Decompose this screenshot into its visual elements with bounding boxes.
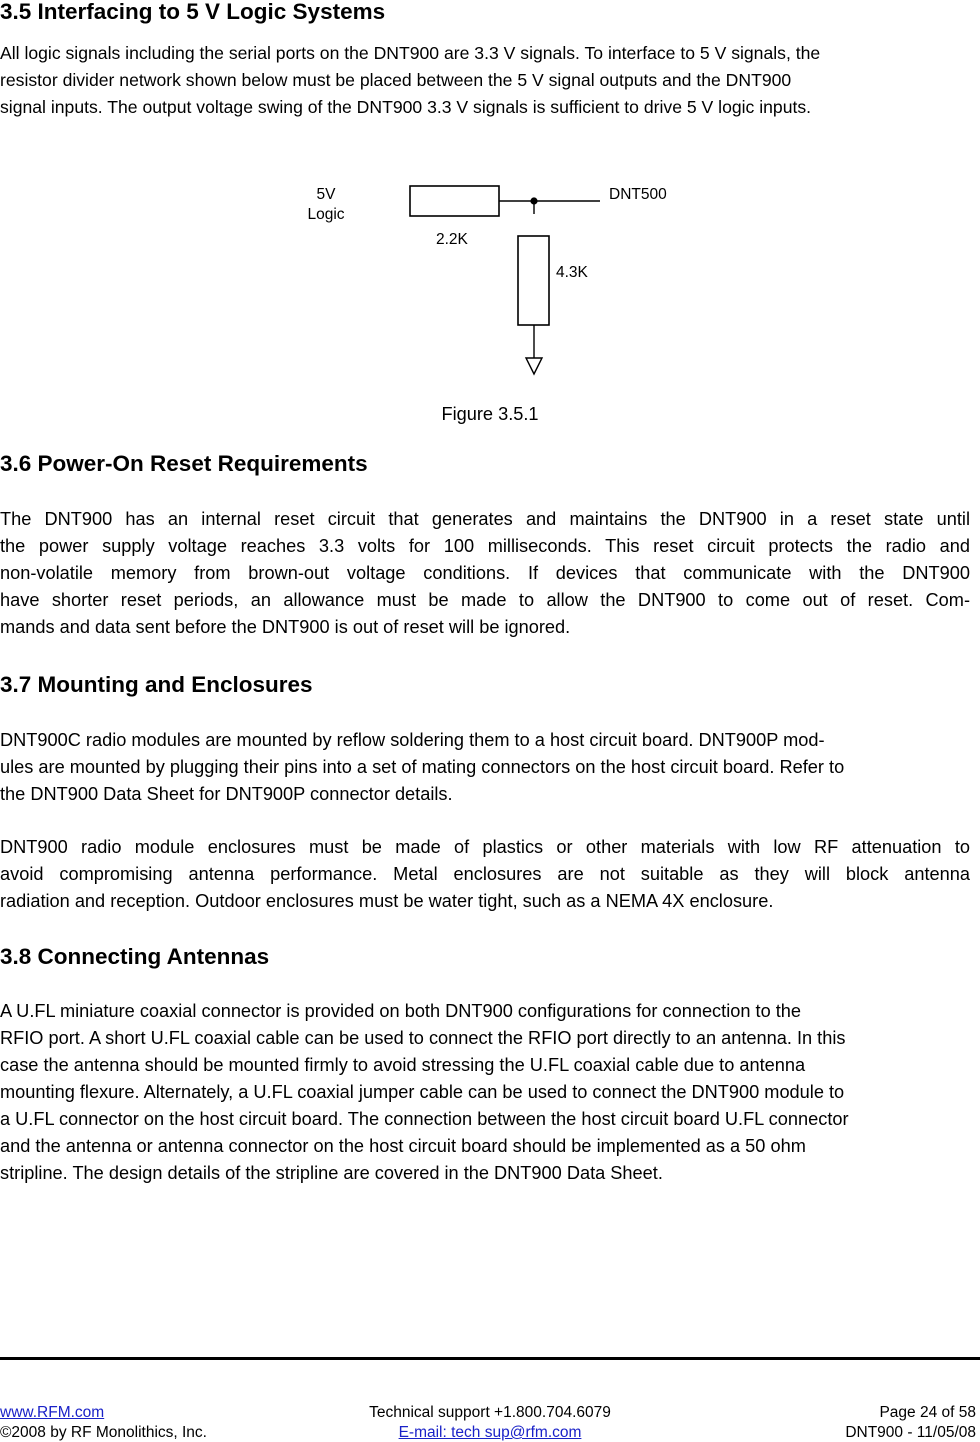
label-logic: Logic [307, 206, 345, 223]
label-r2: 4.3K [556, 264, 588, 281]
text-line: the DNT900 Data Sheet for DNT900P connector details. [0, 784, 453, 804]
footer-doc-id: DNT900 - 11/05/08 [845, 1424, 976, 1441]
website-link[interactable]: www.RFM.com [0, 1404, 105, 1421]
footer-support: Technical support +1.800.704.6079 [369, 1404, 611, 1421]
text-line: mands and data sent before the DNT900 is out of reset will be ignored. [0, 617, 571, 637]
text-line: avoid compromising antenna performance. Metal enclosures are not suitable as they will block antenna [0, 864, 970, 884]
email-link[interactable]: E-mail: tech sup@rfm.com [398, 1424, 582, 1441]
text-line: resistor divider network shown below must be placed between the 5 V signal outputs and the DNT900 [0, 70, 792, 90]
label-dnt: DNT500 [609, 186, 667, 203]
text-line: non-volatile memory from brown-out voltage conditions. If devices that communicate with the DNT900 [0, 563, 970, 583]
label-5v: 5V [316, 186, 336, 203]
paragraph-3-7-a [0, 727, 970, 808]
resistor-2-2k [410, 186, 499, 216]
text-line: have shorter reset periods, an allowance must be made to allow the DNT900 to come out of reset. Com- [0, 590, 970, 610]
footer-divider [0, 1357, 980, 1360]
text-line: RFIO port. A short U.FL coaxial cable can be used to connect the RFIO port directly to an antenna. In this [0, 1028, 846, 1048]
label-r1: 2.2K [436, 231, 468, 248]
text-line: case the antenna should be mounted firmly to avoid stressing the U.FL coaxial cable due to antenna [0, 1055, 806, 1075]
footer-copyright: ©2008 by RF Monolithics, Inc. [0, 1424, 207, 1441]
figure-caption: Figure 3.5.1 [441, 404, 539, 424]
paragraph-3-7-b [0, 834, 970, 915]
text-line: radiation and reception. Outdoor enclosures must be water tight, such as a NEMA 4X enclosure. [0, 891, 774, 911]
resistor-divider-schematic [0, 170, 980, 430]
text-line: the power supply voltage reaches 3.3 volts for 100 milliseconds. This reset circuit protects the radio and [0, 536, 970, 556]
footer-email[interactable] [0, 1423, 980, 1442]
text-line: The DNT900 has an internal reset circuit that generates and maintains the DNT900 in a reset state until [0, 509, 970, 529]
text-line: and the antenna or antenna connector on the host circuit board should be implemented as a 50 ohm [0, 1136, 806, 1156]
text-line: stripline. The design details of the stripline are covered in the DNT900 Data Sheet. [0, 1163, 663, 1183]
text-line: a U.FL connector on the host circuit board. The connection between the host circuit board U.FL connector [0, 1109, 849, 1129]
footer-page-number: Page 24 of 58 [879, 1404, 976, 1421]
text-line: mounting flexure. Alternately, a U.FL coaxial jumper cable can be used to connect the DNT900 module to [0, 1082, 845, 1102]
paragraph-3-5 [0, 40, 970, 121]
text-line: DNT900C radio modules are mounted by reflow soldering them to a host circuit board. DNT900P mod- [0, 730, 825, 750]
resistor-4-3k [518, 236, 549, 325]
paragraph-3-6 [0, 506, 970, 641]
text-line: A U.FL miniature coaxial connector is provided on both DNT900 configurations for connection to the [0, 1001, 802, 1021]
section-heading-3-6: 3.6 Power-On Reset Requirements [0, 451, 368, 476]
section-heading-3-8: 3.8 Connecting Antennas [0, 944, 270, 969]
section-heading-3-7: 3.7 Mounting and Enclosures [0, 672, 313, 697]
text-line: ules are mounted by plugging their pins into a set of mating connectors on the host circuit board. Refer to [0, 757, 845, 777]
text-line: DNT900 radio module enclosures must be made of plastics or other materials with low RF attenuation to [0, 837, 970, 857]
text-line: signal inputs. The output voltage swing of the DNT900 3.3 V signals is sufficient to drive 5 V logic inputs. [0, 97, 812, 117]
paragraph-3-8 [0, 998, 970, 1187]
ground-icon [526, 358, 542, 374]
section-heading-3-5: 3.5 Interfacing to 5 V Logic Systems [0, 0, 386, 24]
text-line: All logic signals including the serial ports on the DNT900 are 3.3 V signals. To interface to 5 V signals, the [0, 43, 821, 63]
